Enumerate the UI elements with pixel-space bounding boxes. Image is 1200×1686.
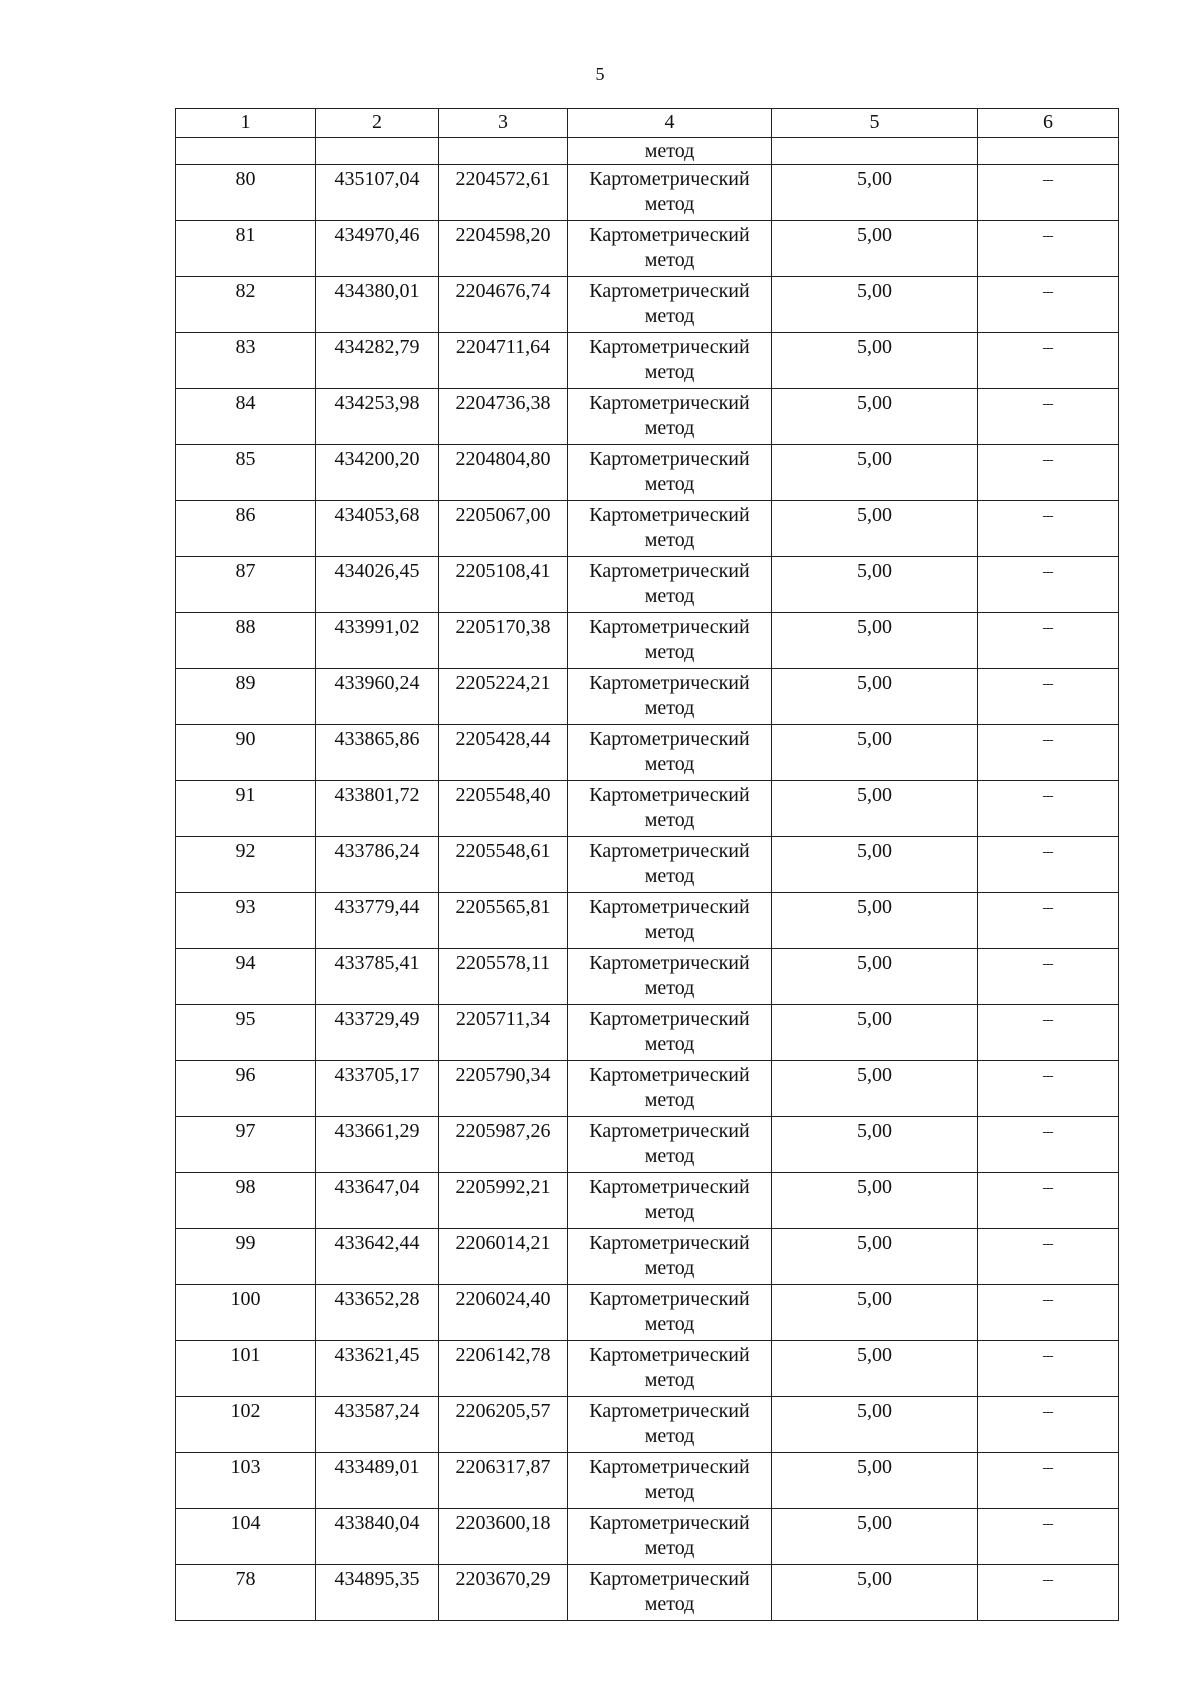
description-cell: –: [978, 613, 1119, 669]
y-coordinate-cell: 2205548,61: [439, 837, 568, 893]
accuracy-cell: 5,00: [772, 501, 978, 557]
accuracy-cell: 5,00: [772, 1061, 978, 1117]
y-coordinate-cell: 2204598,20: [439, 221, 568, 277]
y-coordinate-cell: 2205578,11: [439, 949, 568, 1005]
x-coordinate-cell: 434282,79: [316, 333, 439, 389]
accuracy-cell: 5,00: [772, 445, 978, 501]
y-coordinate-cell: 2204711,64: [439, 333, 568, 389]
description-cell: –: [978, 1565, 1119, 1621]
method-cell: Картометрический метод: [568, 837, 772, 893]
method-cell: Картометрический метод: [568, 725, 772, 781]
method-cell: Картометрический метод: [568, 1285, 772, 1341]
x-coordinate-cell: 434970,46: [316, 221, 439, 277]
method-cell: Картометрический метод: [568, 333, 772, 389]
table-row: [176, 221, 1119, 277]
accuracy-cell: 5,00: [772, 1565, 978, 1621]
continuation-row: [176, 138, 1119, 165]
method-cell: Картометрический метод: [568, 949, 772, 1005]
table-row: [176, 893, 1119, 949]
description-cell: –: [978, 893, 1119, 949]
table-row: [176, 501, 1119, 557]
accuracy-cell: 5,00: [772, 1397, 978, 1453]
table-row: [176, 1117, 1119, 1173]
column-header: 1: [176, 109, 316, 138]
x-coordinate-cell: 433661,29: [316, 1117, 439, 1173]
method-cell: Картометрический метод: [568, 221, 772, 277]
accuracy-cell: 5,00: [772, 389, 978, 445]
table-cell: [439, 138, 568, 165]
accuracy-cell: 5,00: [772, 557, 978, 613]
x-coordinate-cell: 434895,35: [316, 1565, 439, 1621]
page-number: 5: [595, 64, 605, 84]
accuracy-cell: 5,00: [772, 837, 978, 893]
accuracy-cell: 5,00: [772, 613, 978, 669]
point-number-cell: 91: [176, 781, 316, 837]
method-cell: Картометрический метод: [568, 1173, 772, 1229]
description-cell: –: [978, 1509, 1119, 1565]
x-coordinate-cell: 433865,86: [316, 725, 439, 781]
x-coordinate-cell: 433587,24: [316, 1397, 439, 1453]
description-cell: –: [978, 1061, 1119, 1117]
point-number-cell: 83: [176, 333, 316, 389]
description-cell: –: [978, 1341, 1119, 1397]
table-cell: метод: [568, 138, 772, 165]
method-cell: Картометрический метод: [568, 1117, 772, 1173]
point-number-cell: 102: [176, 1397, 316, 1453]
y-coordinate-cell: 2205565,81: [439, 893, 568, 949]
method-cell: Картометрический метод: [568, 1341, 772, 1397]
description-cell: –: [978, 781, 1119, 837]
description-cell: –: [978, 277, 1119, 333]
method-cell: Картометрический метод: [568, 669, 772, 725]
method-cell: Картометрический метод: [568, 501, 772, 557]
method-cell: Картометрический метод: [568, 1229, 772, 1285]
method-cell: Картометрический метод: [568, 1061, 772, 1117]
table-row: [176, 1061, 1119, 1117]
accuracy-cell: 5,00: [772, 781, 978, 837]
x-coordinate-cell: 433779,44: [316, 893, 439, 949]
point-number-cell: 101: [176, 1341, 316, 1397]
description-cell: –: [978, 389, 1119, 445]
y-coordinate-cell: 2205711,34: [439, 1005, 568, 1061]
point-number-cell: 80: [176, 165, 316, 221]
accuracy-cell: 5,00: [772, 1453, 978, 1509]
description-cell: –: [978, 669, 1119, 725]
table-row: [176, 1565, 1119, 1621]
table-row: [176, 1173, 1119, 1229]
table-row: [176, 837, 1119, 893]
table-row: [176, 333, 1119, 389]
table-cell: [772, 138, 978, 165]
accuracy-cell: 5,00: [772, 333, 978, 389]
description-cell: –: [978, 725, 1119, 781]
y-coordinate-cell: 2205108,41: [439, 557, 568, 613]
x-coordinate-cell: 433840,04: [316, 1509, 439, 1565]
point-number-cell: 86: [176, 501, 316, 557]
description-cell: –: [978, 949, 1119, 1005]
table-row: [176, 781, 1119, 837]
point-number-cell: 104: [176, 1509, 316, 1565]
method-cell: Картометрический метод: [568, 893, 772, 949]
x-coordinate-cell: 433785,41: [316, 949, 439, 1005]
description-cell: –: [978, 1005, 1119, 1061]
table-row: [176, 165, 1119, 221]
x-coordinate-cell: 433642,44: [316, 1229, 439, 1285]
point-number-cell: 100: [176, 1285, 316, 1341]
description-cell: –: [978, 1285, 1119, 1341]
description-cell: –: [978, 221, 1119, 277]
point-number-cell: 81: [176, 221, 316, 277]
table-cell: [978, 138, 1119, 165]
y-coordinate-cell: 2205790,34: [439, 1061, 568, 1117]
accuracy-cell: 5,00: [772, 1341, 978, 1397]
x-coordinate-cell: 433705,17: [316, 1061, 439, 1117]
accuracy-cell: 5,00: [772, 221, 978, 277]
description-cell: –: [978, 557, 1119, 613]
x-coordinate-cell: 434053,68: [316, 501, 439, 557]
point-number-cell: 82: [176, 277, 316, 333]
point-number-cell: 87: [176, 557, 316, 613]
table-row: [176, 445, 1119, 501]
accuracy-cell: 5,00: [772, 949, 978, 1005]
method-cell: Картометрический метод: [568, 445, 772, 501]
y-coordinate-cell: 2205067,00: [439, 501, 568, 557]
method-cell: Картометрический метод: [568, 781, 772, 837]
y-coordinate-cell: 2204804,80: [439, 445, 568, 501]
description-cell: –: [978, 1117, 1119, 1173]
x-coordinate-cell: 434253,98: [316, 389, 439, 445]
description-cell: –: [978, 837, 1119, 893]
description-cell: –: [978, 333, 1119, 389]
method-cell: Картометрический метод: [568, 1565, 772, 1621]
table-row: [176, 669, 1119, 725]
method-cell: Картометрический метод: [568, 1509, 772, 1565]
table-row: [176, 1285, 1119, 1341]
accuracy-cell: 5,00: [772, 1117, 978, 1173]
method-cell: Картометрический метод: [568, 1453, 772, 1509]
x-coordinate-cell: 433652,28: [316, 1285, 439, 1341]
point-number-cell: 99: [176, 1229, 316, 1285]
accuracy-cell: 5,00: [772, 1285, 978, 1341]
point-number-cell: 84: [176, 389, 316, 445]
method-cell: Картометрический метод: [568, 389, 772, 445]
y-coordinate-cell: 2204736,38: [439, 389, 568, 445]
column-header: 5: [772, 109, 978, 138]
x-coordinate-cell: 433801,72: [316, 781, 439, 837]
y-coordinate-cell: 2206024,40: [439, 1285, 568, 1341]
point-number-cell: 93: [176, 893, 316, 949]
accuracy-cell: 5,00: [772, 165, 978, 221]
point-number-cell: 103: [176, 1453, 316, 1509]
table-row: [176, 1005, 1119, 1061]
table-row: [176, 1397, 1119, 1453]
x-coordinate-cell: 433960,24: [316, 669, 439, 725]
y-coordinate-cell: 2205224,21: [439, 669, 568, 725]
point-number-cell: 97: [176, 1117, 316, 1173]
table-row: [176, 1453, 1119, 1509]
accuracy-cell: 5,00: [772, 669, 978, 725]
y-coordinate-cell: 2204676,74: [439, 277, 568, 333]
accuracy-cell: 5,00: [772, 893, 978, 949]
y-coordinate-cell: 2205428,44: [439, 725, 568, 781]
table-body: [176, 109, 1119, 1621]
y-coordinate-cell: 2206142,78: [439, 1341, 568, 1397]
x-coordinate-cell: 434380,01: [316, 277, 439, 333]
table-cell: [316, 138, 439, 165]
point-number-cell: 88: [176, 613, 316, 669]
method-cell: Картометрический метод: [568, 165, 772, 221]
column-header: 2: [316, 109, 439, 138]
y-coordinate-cell: 2204572,61: [439, 165, 568, 221]
table-row: [176, 613, 1119, 669]
table-row: [176, 949, 1119, 1005]
point-number-cell: 78: [176, 1565, 316, 1621]
x-coordinate-cell: 433621,45: [316, 1341, 439, 1397]
method-cell: Картометрический метод: [568, 613, 772, 669]
description-cell: –: [978, 165, 1119, 221]
coordinates-table: [175, 108, 1119, 1621]
method-cell: Картометрический метод: [568, 1397, 772, 1453]
accuracy-cell: 5,00: [772, 1173, 978, 1229]
column-header: 4: [568, 109, 772, 138]
x-coordinate-cell: 434200,20: [316, 445, 439, 501]
accuracy-cell: 5,00: [772, 1229, 978, 1285]
header-row: [176, 109, 1119, 138]
point-number-cell: 85: [176, 445, 316, 501]
point-number-cell: 95: [176, 1005, 316, 1061]
description-cell: –: [978, 501, 1119, 557]
y-coordinate-cell: 2206317,87: [439, 1453, 568, 1509]
table-row: [176, 1341, 1119, 1397]
point-number-cell: 92: [176, 837, 316, 893]
accuracy-cell: 5,00: [772, 277, 978, 333]
table-row: [176, 725, 1119, 781]
y-coordinate-cell: 2203670,29: [439, 1565, 568, 1621]
table-row: [176, 277, 1119, 333]
table-row: [176, 1229, 1119, 1285]
x-coordinate-cell: 435107,04: [316, 165, 439, 221]
description-cell: –: [978, 1397, 1119, 1453]
table-cell: [176, 138, 316, 165]
accuracy-cell: 5,00: [772, 1005, 978, 1061]
method-cell: Картометрический метод: [568, 1005, 772, 1061]
y-coordinate-cell: 2205170,38: [439, 613, 568, 669]
method-cell: Картометрический метод: [568, 557, 772, 613]
description-cell: –: [978, 1173, 1119, 1229]
x-coordinate-cell: 433489,01: [316, 1453, 439, 1509]
y-coordinate-cell: 2206205,57: [439, 1397, 568, 1453]
table-row: [176, 1509, 1119, 1565]
point-number-cell: 94: [176, 949, 316, 1005]
accuracy-cell: 5,00: [772, 1509, 978, 1565]
description-cell: –: [978, 445, 1119, 501]
x-coordinate-cell: 434026,45: [316, 557, 439, 613]
point-number-cell: 96: [176, 1061, 316, 1117]
method-cell: Картометрический метод: [568, 277, 772, 333]
y-coordinate-cell: 2205992,21: [439, 1173, 568, 1229]
accuracy-cell: 5,00: [772, 725, 978, 781]
x-coordinate-cell: 433786,24: [316, 837, 439, 893]
y-coordinate-cell: 2203600,18: [439, 1509, 568, 1565]
y-coordinate-cell: 2206014,21: [439, 1229, 568, 1285]
column-header: 3: [439, 109, 568, 138]
point-number-cell: 89: [176, 669, 316, 725]
point-number-cell: 98: [176, 1173, 316, 1229]
column-header: 6: [978, 109, 1119, 138]
point-number-cell: 90: [176, 725, 316, 781]
table-row: [176, 389, 1119, 445]
description-cell: –: [978, 1229, 1119, 1285]
x-coordinate-cell: 433729,49: [316, 1005, 439, 1061]
y-coordinate-cell: 2205548,40: [439, 781, 568, 837]
table-row: [176, 557, 1119, 613]
x-coordinate-cell: 433991,02: [316, 613, 439, 669]
description-cell: –: [978, 1453, 1119, 1509]
y-coordinate-cell: 2205987,26: [439, 1117, 568, 1173]
x-coordinate-cell: 433647,04: [316, 1173, 439, 1229]
